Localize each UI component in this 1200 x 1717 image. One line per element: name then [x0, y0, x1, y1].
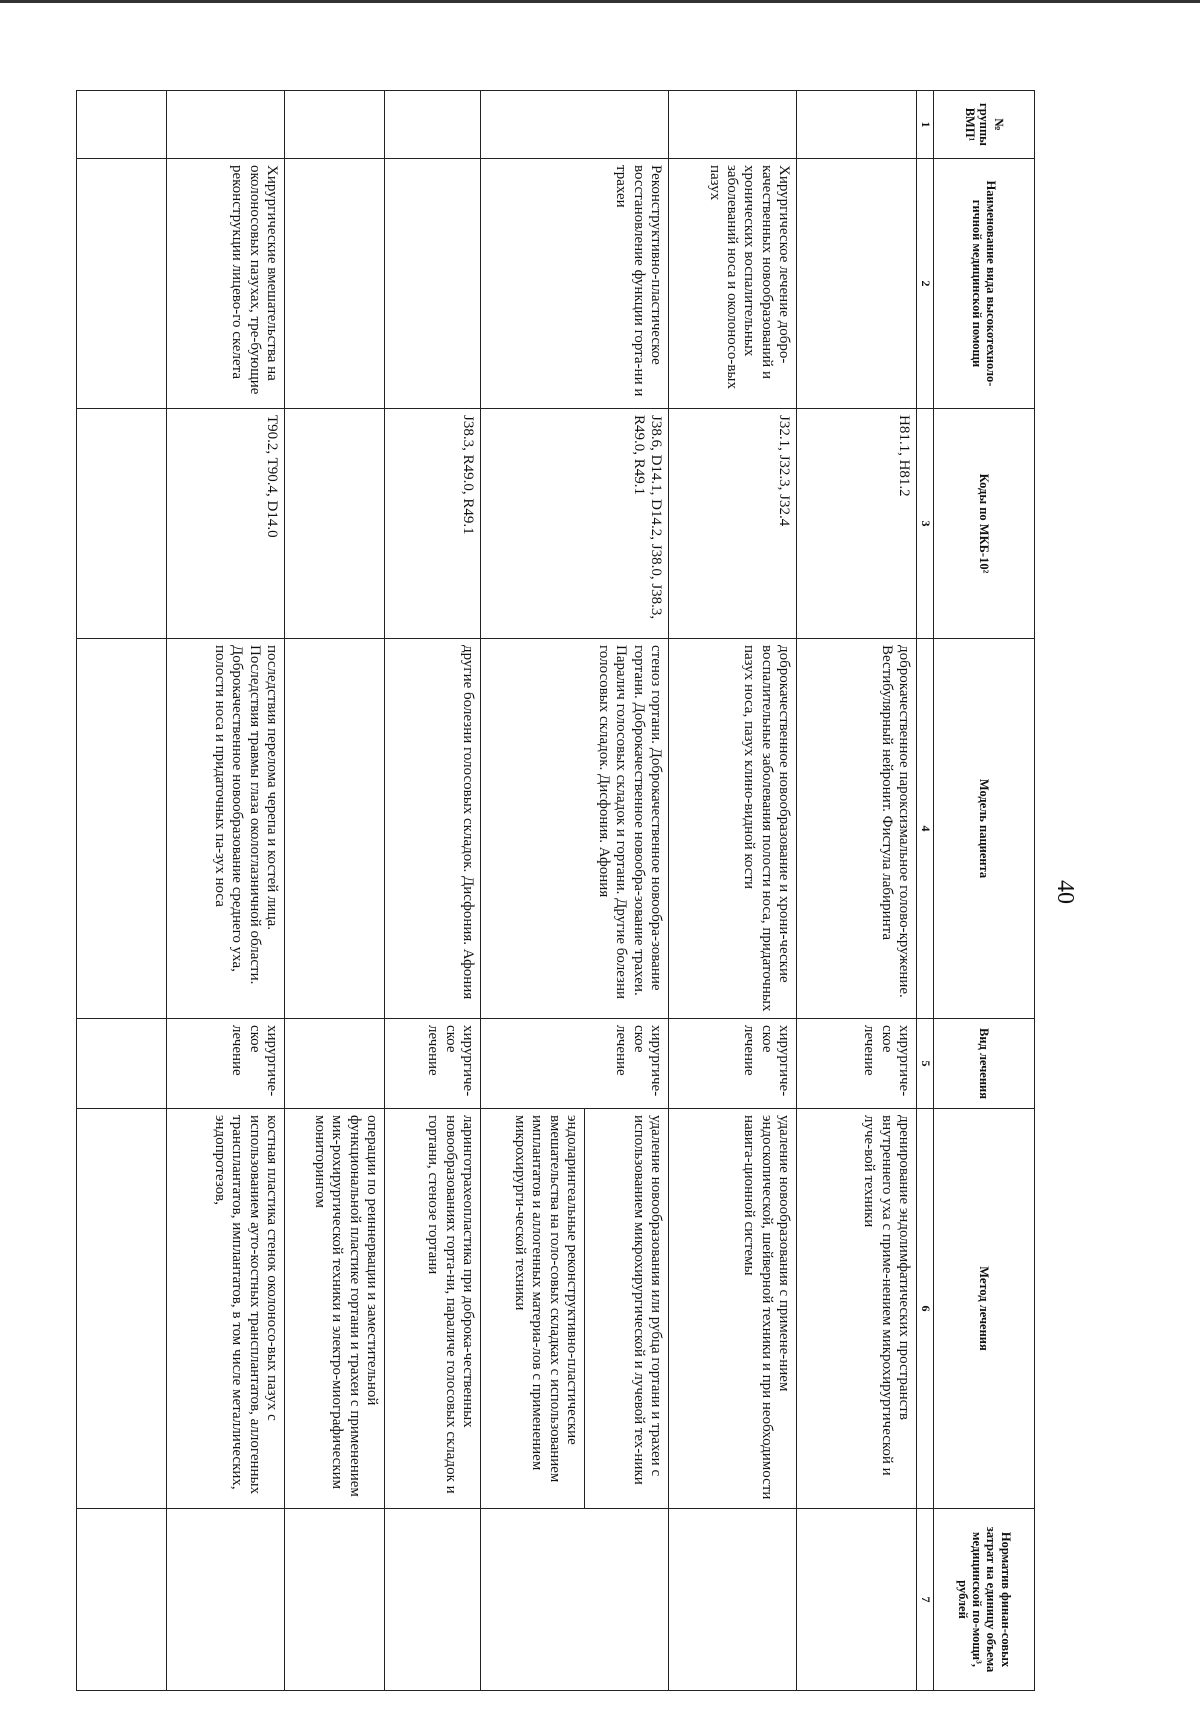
cell-method: костная пластика стенок околоносо-вых пазух с использованием ауто-костных трансплантатов, аллогенных трансплантатов, имплантатов, в том числе металлических, эндопротезов, — [167, 1109, 285, 1509]
table-row — [585, 91, 669, 1691]
cell-codes: J38.3, R49.0, R49.1 — [385, 409, 481, 639]
cell-group — [385, 91, 481, 159]
col-num: 5 — [917, 1019, 934, 1109]
cell-method: операции по реиннервации и заместительной функциональной пластике гортани и трахеи с применением мик-рохирургической техники и электро-миографическим мониторингом — [285, 1109, 385, 1509]
cell-codes: J38.6, D14.1, D14.2, J38.0, J38.3, R49.0, R49.1 — [481, 409, 669, 639]
cell-norm — [669, 1509, 797, 1691]
header-row — [934, 91, 1035, 1691]
cell-norm — [385, 1509, 481, 1691]
cell-group — [167, 91, 285, 159]
table-row — [797, 91, 917, 1691]
cell-group — [797, 91, 917, 159]
cell-method: ларинготрахеопластика при доброка-чественных новообразованиях горта-ни, параличе голосовых складок и гортани, стенозе гортани — [385, 1109, 481, 1509]
cell-method: удаление новообразования с примене-нием эндоскопической, шейверной техники и при необходимости навига-ционной системы — [669, 1109, 797, 1509]
cell-name — [285, 159, 385, 409]
table-row — [285, 91, 385, 1691]
cell-model: другие болезни голосовых складок. Дисфония. Афония — [385, 639, 481, 1019]
cell-method-2: эндоларингеальные реконструктивно-пластические вмешательства на голо-совых складках с использованием имплантатов и аллогенных материа-лов с применением микрохирурги-ческой техники — [481, 1109, 585, 1509]
cell-model: последствия перелома черепа и костей лица. Последствия травмы глаза окологлазничной области. Доброкачественное новообразование среднего уха, полости носа и придаточных па-зух носа — [167, 639, 285, 1019]
cell-codes — [285, 409, 385, 639]
table-row — [385, 91, 481, 1691]
header-method: Метод лечения — [934, 1109, 1035, 1509]
header-treatment: Вид лечения — [934, 1019, 1035, 1109]
cell-method: удаление новообразования или рубца гортани и трахеи с использованием микрохирургической и лучевой тех-ники — [585, 1109, 669, 1509]
cell-empty — [77, 1109, 167, 1509]
cell-name: Реконструктивно-пластическое восстановление функции горта-ни и трахеи — [481, 159, 669, 409]
cell-codes: J32.1, J32.3, J32.4 — [669, 409, 797, 639]
cell-name: Хирургические вмешательства на околоносовых пазухах, тре-бующие реконструкции лицево-го скелета — [167, 159, 285, 409]
header-group: № группы ВМП¹ — [934, 91, 1035, 159]
cell-treatment: хирургиче-ское лечение — [385, 1019, 481, 1109]
cell-treatment: хирургиче-ское лечение — [481, 1019, 669, 1109]
table-row-empty — [77, 91, 167, 1691]
vmp-table — [76, 90, 1035, 1691]
cell-treatment: хирургиче-ское лечение — [797, 1019, 917, 1109]
col-num: 4 — [917, 639, 934, 1019]
cell-norm — [167, 1509, 285, 1691]
cell-treatment: хирургиче-ское лечение — [167, 1019, 285, 1109]
table-row — [167, 91, 285, 1691]
cell-model: доброкачественное новообразование и хрони-ческие воспалительные заболевания полости носа, придаточных пазух носа, пазух клино-видной кости — [669, 639, 797, 1019]
cell-group — [481, 91, 669, 159]
col-num: 2 — [917, 159, 934, 409]
page-number: 40 — [1052, 880, 1078, 904]
header-model: Модель пациента — [934, 639, 1035, 1019]
cell-empty — [77, 1019, 167, 1109]
cell-name — [385, 159, 481, 409]
cell-group — [669, 91, 797, 159]
cell-treatment: хирургиче-ское лечение — [669, 1019, 797, 1109]
scan-top-edge — [0, 0, 1200, 3]
cell-codes: T90.2, T90.4, D14.0 — [167, 409, 285, 639]
cell-norm — [481, 1509, 669, 1691]
cell-norm — [285, 1509, 385, 1691]
cell-model — [285, 639, 385, 1019]
cell-empty — [77, 159, 167, 409]
cell-norm — [797, 1509, 917, 1691]
header-codes: Коды по МКБ-10² — [934, 409, 1035, 639]
cell-empty — [77, 1509, 167, 1691]
cell-model: доброкачественное пароксизмальное голово-кружение. Вестибулярный нейронит. Фистула лабиринта — [797, 639, 917, 1019]
cell-name: Хирургическое лечение добро-качественных новообразований и хронических воспалительных заболеваний носа и околоносо-вых пазух — [669, 159, 797, 409]
header-norm: Норматив финан-совых затрат на единицу объема медицинской по-мощи³, рублей — [934, 1509, 1035, 1691]
col-num: 1 — [917, 91, 934, 159]
cell-treatment — [285, 1019, 385, 1109]
col-num: 7 — [917, 1509, 934, 1691]
column-number-row — [917, 91, 934, 1691]
cell-codes: H81.1, H81.2 — [797, 409, 917, 639]
rotated-table-container — [35, 90, 1035, 1690]
cell-empty — [77, 409, 167, 639]
cell-method: дренирование эндолимфатических пространств внутреннего уха с приме-нением микрохирургической и луче-вой техники — [797, 1109, 917, 1509]
table-row — [669, 91, 797, 1691]
header-name: Наименование вида высокотехноло-гичной медицинской помощи — [934, 159, 1035, 409]
col-num: 3 — [917, 409, 934, 639]
cell-name — [797, 159, 917, 409]
cell-empty — [77, 91, 167, 159]
cell-model: стеноз гортани. Доброкачественное новообра-зование гортани. Доброкачественное новообра-зование трахеи. Паралич голосовых складок и гортани. Другие болезни голосовых складок. Дисфония. Афония — [481, 639, 669, 1019]
cell-empty — [77, 639, 167, 1019]
cell-group — [285, 91, 385, 159]
col-num: 6 — [917, 1109, 934, 1509]
